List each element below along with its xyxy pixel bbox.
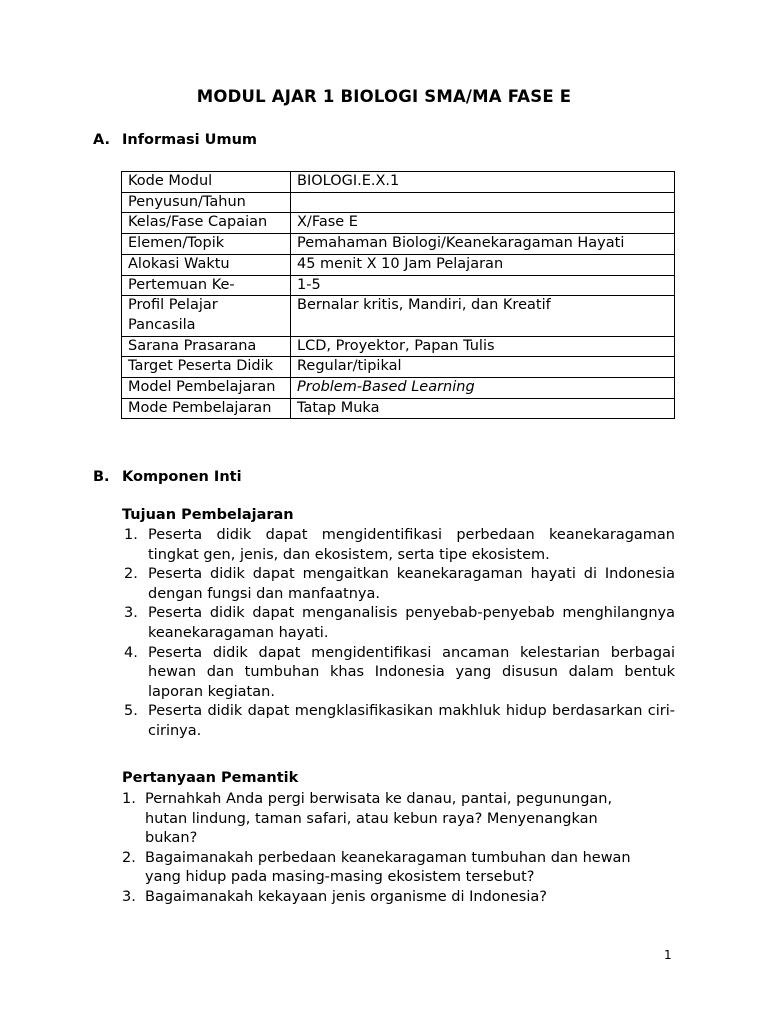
table-row [122,378,675,399]
table-row [122,275,675,296]
list-item [122,604,675,643]
list-item-number: 4. [124,644,138,661]
list-item-number: 2. [122,849,136,866]
list-item-text: Peserta didik dapat mengidentifikasi perbedaan keanekaragaman tingkat gen, jenis, dan ekosistem, serta tipe ekosistem. [148,527,675,563]
general-information-table [121,171,675,419]
table-value-cell: 45 menit X 10 Jam Pelajaran [291,254,675,275]
section-a-letter: A. [93,132,110,148]
table-value-cell: Bernalar kritis, Mandiri, dan Kreatif [291,296,675,336]
table-row [122,172,675,193]
table-row [122,296,675,336]
list-item-text: Pernahkah Anda pergi berwisata ke danau, pantai, pegunungan, hutan lindung, taman safari, atau kebun raya? Menyenangkan bukan? [145,791,613,847]
list-item [122,644,675,703]
table-row [122,336,675,357]
list-item [122,888,652,908]
table-value-cell: BIOLOGI.E.X.1 [291,172,675,193]
list-item-text: Peserta didik dapat mengaitkan keanekaragaman hayati di Indonesia dengan fungsi dan manfaatnya. [148,566,675,602]
table-row [122,357,675,378]
table-value-cell: Tatap Muka [291,398,675,419]
table-row [122,192,675,213]
table-row [122,213,675,234]
tujuan-pembelajaran-list [122,526,675,742]
table-value-cell [291,192,675,213]
table-label-cell: Profil Pelajar Pancasila [122,296,291,336]
table-label-cell: Pertemuan Ke- [122,275,291,296]
tujuan-pembelajaran-heading: Tujuan Pembelajaran [122,507,294,523]
list-item-text: Peserta didik dapat menganalisis penyebab-penyebab menghilangnya keanekaragaman hayati. [148,605,675,641]
section-b-letter: B. [93,469,110,485]
list-item [122,702,675,741]
list-item-number: 1. [122,791,136,807]
page-number: 1 [664,948,672,962]
list-item-text: Bagaimanakah perbedaan keanekaragaman tumbuhan dan hewan yang hidup pada masing-masing ekosistem tersebut? [145,849,631,886]
list-item-number: 3. [122,888,136,905]
document-title: MODUL AJAR 1 BIOLOGI SMA/MA FASE E [196,87,572,106]
list-item-number: 1. [124,527,138,543]
list-item-text: Peserta didik dapat mengidentifikasi ancaman kelestarian berbagai hewan dan tumbuhan khas Indonesia yang disusun dalam bentuk laporan kegiatan. [148,644,675,700]
section-a-title: Informasi Umum [122,132,257,148]
table-value-cell: 1-5 [291,275,675,296]
pertanyaan-pemantik-heading: Pertanyaan Pemantik [122,770,299,786]
table-label-cell: Alokasi Waktu [122,254,291,275]
table-label-cell: Kelas/Fase Capaian [122,213,291,234]
table-value-cell: X/Fase E [291,213,675,234]
list-item [122,849,652,888]
table-row [122,254,675,275]
table-value-cell: LCD, Proyektor, Papan Tulis [291,336,675,357]
table-label-cell: Kode Modul [122,172,291,193]
list-item-number: 5. [124,703,138,720]
section-a-heading [93,132,257,148]
table-value-cell: Problem-Based Learning [291,378,675,399]
table-label-cell: Mode Pembelajaran [122,398,291,419]
table-value-cell: Regular/tipikal [291,357,675,378]
pertanyaan-pemantik-list [122,790,652,908]
table-label-cell: Sarana Prasarana [122,336,291,357]
section-b-title: Komponen Inti [122,469,242,485]
table-label-cell: Model Pembelajaran [122,378,291,399]
table-label-cell: Elemen/Topik [122,234,291,255]
list-item-number: 2. [124,566,138,583]
list-item-text: Peserta didik dapat mengklasifikasikan makhluk hidup berdasarkan ciri-cirinya. [148,703,675,739]
list-item [122,790,652,849]
list-item-number: 3. [124,605,138,622]
table-label-cell: Penyusun/Tahun [122,192,291,213]
section-b-heading [93,469,242,485]
table-label-cell: Target Peserta Didik [122,357,291,378]
table-value-cell: Pemahaman Biologi/Keanekaragaman Hayati [291,234,675,255]
table-row [122,234,675,255]
list-item [122,565,675,604]
list-item [122,526,675,565]
table-row [122,398,675,419]
list-item-text: Bagaimanakah kekayaan jenis organisme di Indonesia? [145,888,547,905]
